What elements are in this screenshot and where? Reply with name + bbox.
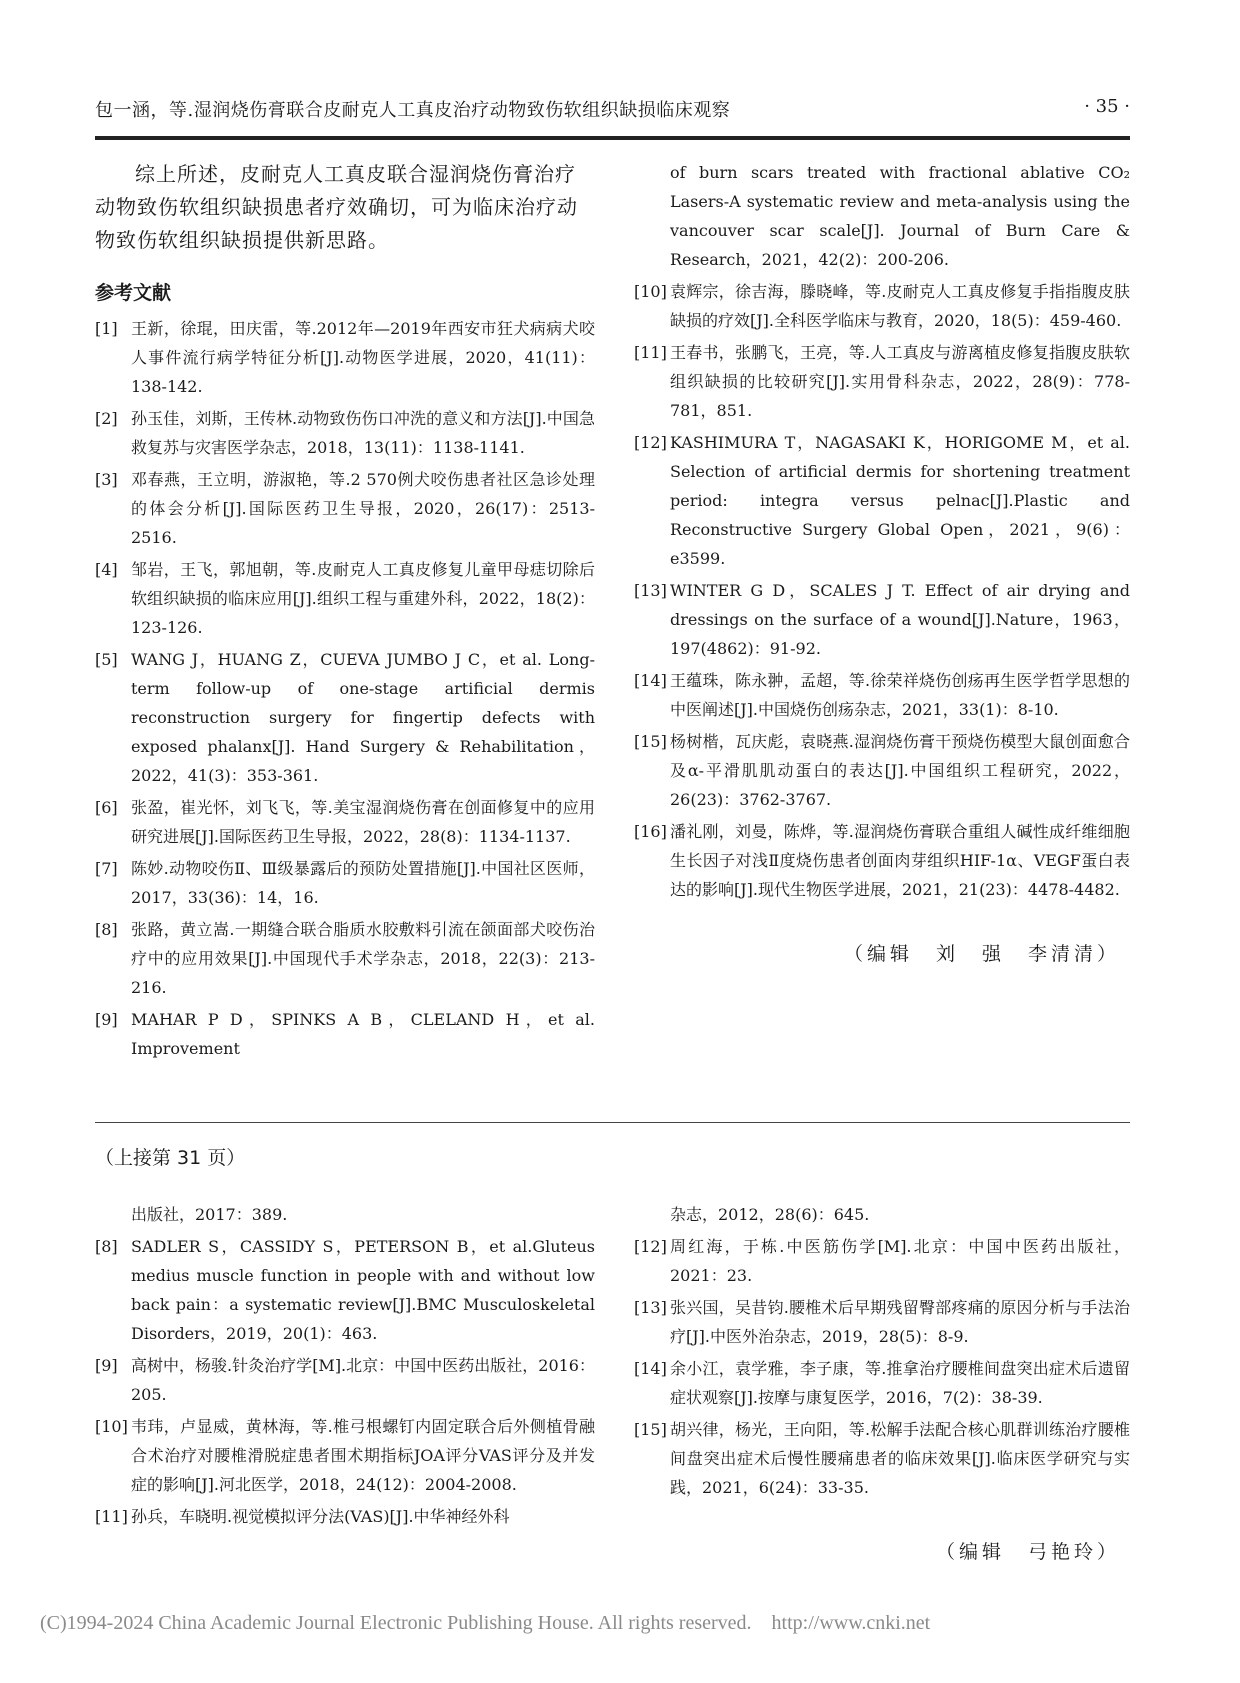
reference-number: [9] [95, 1356, 118, 1375]
reference-item [634, 1293, 1130, 1351]
reference-number: [13] [634, 581, 667, 600]
reference-number: [6] [95, 798, 118, 817]
reference-number: [11] [95, 1507, 128, 1526]
reference-text: 王蕴珠，陈永翀，孟超，等.徐荣祥烧伤创疡再生医学哲学思想的中医阐述[J].中国烧伤创疡杂志，2021，33(1)：8-10. [670, 671, 1130, 719]
reference-item [95, 793, 595, 851]
reference-text: 陈妙.动物咬伤Ⅱ、Ⅲ级暴露后的预防处置措施[J].中国社区医师，2017，33(36)：14，16. [131, 859, 595, 907]
reference-item [634, 428, 1130, 573]
article-left-column [95, 158, 595, 1066]
reference-item [95, 1502, 595, 1531]
reference-item [95, 465, 595, 552]
reference-item [634, 666, 1130, 724]
continuation-note: （上接第 31 页） [95, 1147, 246, 1169]
reference-number: [1] [95, 319, 118, 338]
reference-number: [8] [95, 920, 118, 939]
reference-text: WANG J，HUANG Z，CUEVA JUMBO J C，et al. Long-term follow-up of one-stage artificial dermis reconstruction surgery for fingertip defects with exposed phalanx[J]. Hand Surgery & Rehabilitation，2022，41(3)：353-361. [131, 650, 595, 785]
reference-text: 韦玮，卢显威，黄林海，等.椎弓根螺钉内固定联合后外侧植骨融合术治疗对腰椎滑脱症患者围术期指标JOA评分VAS评分及并发症的影响[J].河北医学，2018，24(12)：2004-2008. [131, 1417, 595, 1494]
reference-number: [10] [95, 1417, 128, 1436]
section-divider [95, 1122, 1130, 1123]
reference-number: [5] [95, 650, 118, 669]
reference-item [634, 1354, 1130, 1412]
reference-text: WINTER G D，SCALES J T. Effect of air drying and dressings on the surface of a wound[J].Nature，1963，197(4862)：91-92. [670, 581, 1130, 658]
reference-number: [11] [634, 343, 667, 362]
reference-text: 潘礼刚，刘曼，陈烨，等.湿润烧伤膏联合重组人碱性成纤维细胞生长因子对浅Ⅱ度烧伤患者创面肉芽组织HIF-1α、VEGF蛋白表达的影响[J].现代生物医学进展，2021，21(23)：4478-4482. [670, 822, 1130, 899]
reference-item [95, 1351, 595, 1409]
reference-number: [7] [95, 859, 118, 878]
reference-text: KASHIMURA T，NAGASAKI K，HORIGOME M，et al. Selection of artificial dermis for shortening treatment period: integra versus pelnac[J].Plastic and Reconstructive Surgery Global Open，2021，9(6)：e3599. [670, 433, 1130, 568]
reference-number: [10] [634, 282, 667, 301]
reference-text: 高树中，杨骏.针灸治疗学[M].北京：中国中医药出版社，2016：205. [131, 1356, 595, 1404]
reference-item [634, 1232, 1130, 1290]
references-heading: 参考文献 [95, 282, 172, 304]
reference-item [634, 727, 1130, 814]
header-title: 包一涵，等.湿润烧伤膏联合皮耐克人工真皮治疗动物致伤软组织缺损临床观察 [95, 100, 731, 121]
reference-item [95, 555, 595, 642]
header-rule [95, 136, 1130, 140]
continued-left-column [95, 1200, 595, 1534]
reference-item [95, 1412, 595, 1499]
copyright-footer: (C)1994-2024 China Academic Journal Electronic Publishing House. All rights reserved. http://www.cnki.net [40, 1612, 931, 1634]
reference-number: [14] [634, 671, 667, 690]
page-number: · 35 · [1084, 96, 1130, 117]
reference-text: 邓春燕，王立明，游淑艳，等.2 570例犬咬伤患者社区急诊处理的体会分析[J].国际医药卫生导报，2020，26(17)：2513-2516. [131, 470, 595, 547]
reference-text: 王新，徐琨，田庆雷，等.2012年—2019年西安市狂犬病病犬咬人事件流行病学特征分析[J].动物医学进展，2020，41(11)：138-142. [131, 319, 595, 396]
reference-item [634, 277, 1130, 335]
editor-credit: （编辑 弓艳玲） [935, 1541, 1120, 1563]
reference-item [95, 314, 595, 401]
article-right-column [634, 158, 1130, 969]
reference-item [634, 576, 1130, 663]
references-list-left [95, 314, 595, 1063]
reference-text: 邹岩，王飞，郭旭朝，等.皮耐克人工真皮修复儿童甲母痣切除后软组织缺损的临床应用[J].组织工程与重建外科，2022，18(2)：123-126. [131, 560, 595, 637]
reference-text: 张盈，崔光怀，刘飞飞，等.美宝湿润烧伤膏在创面修复中的应用研究进展[J].国际医药卫生导报，2022，28(8)：1134-1137. [131, 798, 595, 846]
reference-text: 周红海，于栋.中医筋伤学[M].北京：中国中医药出版社，2021：23. [670, 1237, 1130, 1285]
reference-number: [2] [95, 409, 118, 428]
reference-text: 张兴国，吴昔钧.腰椎术后早期残留臀部疼痛的原因分析与手法治疗[J].中医外治杂志，2019，28(5)：8-9. [670, 1298, 1130, 1346]
reference-number: [12] [634, 1237, 667, 1256]
reference-item [95, 645, 595, 790]
reference-item [95, 404, 595, 462]
reference-text: 孙玉佳，刘斯，王传林.动物致伤伤口冲洗的意义和方法[J].中国急救复苏与灾害医学杂志，2018，13(11)：1138-1141. [131, 409, 595, 457]
reference-continuation: of burn scars treated with fractional ablative CO₂ Lasers-A systematic review and meta-analysis using the vancouver scar scale[J]. Journal of Burn Care & Research，2021，42(2)：200-206. [670, 163, 1130, 269]
references-list-right [634, 277, 1130, 904]
reference-item [95, 1005, 595, 1063]
reference-number: [15] [634, 1420, 667, 1439]
continued-references-right [634, 1232, 1130, 1502]
reference-number: [12] [634, 433, 667, 452]
summary-paragraph: 综上所述，皮耐克人工真皮联合湿润烧伤膏治疗动物致伤软组织缺损患者疗效确切，可为临床治疗动物致伤软组织缺损提供新思路。 [95, 162, 578, 252]
reference-item [95, 1232, 595, 1348]
continued-references-left [95, 1232, 595, 1531]
reference-text: 张路，黄立嵩.一期缝合联合脂质水胶敷料引流在颌面部犬咬伤治疗中的应用效果[J].中国现代手术学杂志，2018，22(3)：213-216. [131, 920, 595, 997]
reference-number: [4] [95, 560, 118, 579]
reference-text: 杨树楷，瓦庆彪，袁晓燕.湿润烧伤膏干预烧伤模型大鼠创面愈合及α-平滑肌肌动蛋白的表达[J].中国组织工程研究，2022，26(23)：3762-3767. [670, 732, 1130, 809]
reference-text: MAHAR P D，SPINKS A B，CLELAND H，et al. Improvement [131, 1010, 595, 1058]
reference-item [634, 817, 1130, 904]
reference-item [95, 854, 595, 912]
reference-item [634, 338, 1130, 425]
reference-number: [15] [634, 732, 667, 751]
reference-text: 王春书，张鹏飞，王亮，等.人工真皮与游离植皮修复指腹皮肤软组织缺损的比较研究[J].实用骨科杂志，2022，28(9)：778-781，851. [670, 343, 1130, 420]
reference-text: 孙兵，车晓明.视觉模拟评分法(VAS)[J].中华神经外科 [131, 1507, 510, 1526]
reference-text: 袁辉宗，徐吉海，滕晓峰，等.皮耐克人工真皮修复手指指腹皮肤缺损的疗效[J].全科医学临床与教育，2020，18(5)：459-460. [670, 282, 1130, 330]
continued-right-column [634, 1200, 1130, 1567]
reference-number: [14] [634, 1359, 667, 1378]
editor-credit: （编辑 刘 强 李清清） [843, 943, 1120, 965]
reference-number: [16] [634, 822, 667, 841]
reference-text: 胡兴律，杨光，王向阳，等.松解手法配合核心肌群训练治疗腰椎间盘突出症术后慢性腰痛患者的临床效果[J].临床医学研究与实践，2021，6(24)：33-35. [670, 1420, 1130, 1497]
reference-number: [9] [95, 1010, 118, 1029]
reference-text: SADLER S，CASSIDY S，PETERSON B，et al.Gluteus medius muscle function in people with and without low back pain：a systematic review[J].BMC Musculoskeletal Disorders，2019，20(1)：463. [131, 1237, 595, 1343]
reference-text: 余小江，袁学雅，李子康，等.推拿治疗腰椎间盘突出症术后遗留症状观察[J].按摩与康复医学，2016，7(2)：38-39. [670, 1359, 1130, 1407]
reference-item [95, 915, 595, 1002]
reference-continuation: 杂志，2012，28(6)：645. [670, 1205, 870, 1224]
reference-number: [3] [95, 470, 118, 489]
running-header [95, 96, 1130, 124]
reference-number: [13] [634, 1298, 667, 1317]
reference-number: [8] [95, 1237, 118, 1256]
reference-continuation: 出版社，2017：389. [131, 1205, 288, 1224]
reference-item [634, 1415, 1130, 1502]
